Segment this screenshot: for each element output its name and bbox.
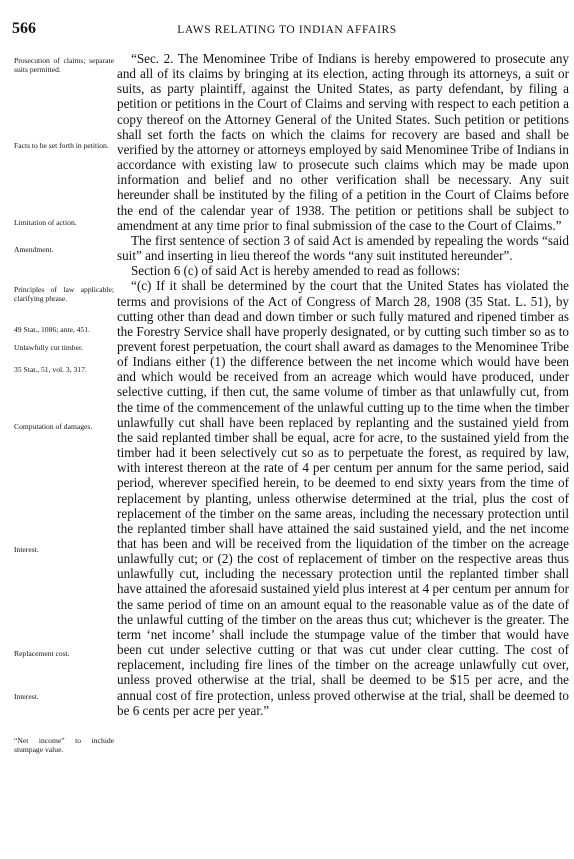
- margin-note: 49 Stat., 1086; ante, 451.: [14, 325, 90, 334]
- margin-note: Limitation of action.: [14, 218, 77, 227]
- margin-notes: [14, 0, 114, 859]
- paragraph-sec-2: “Sec. 2. The Menominee Tribe of Indians is hereby empowered to prosecute any and all of its claims by bringing at its election, acting through its attorneys, a suit or suits, as party plaintiff, against the United States, as party defendant, by filing a petition or petitions in the Court of Claims and serving with respect to each petition a copy thereof on the Attorney General of the United States. Such petition or petitions shall set forth the facts on which the claims for recovery are based and shall be verified by the attorney or attorneys employed by said Menominee Tribe of Indians in accordance with existing law to prosecute such claims which may be made upon information and belief and no other verification shall be necessary. Any suit hereunder shall be instituted by the filing of a petition in the Court of Claims before the end of the calendar year of 1938. The petition or petitions shall be subject to amendment at any time prior to final submission of the case to the Court of Claims.”: [117, 51, 569, 233]
- margin-note: Unlawfully cut timber.: [14, 343, 83, 352]
- paragraph-section-6c: “(c) If it shall be determined by the court that the United States has violated the terms and provisions of the Act of Congress of March 28, 1908 (35 Stat. L. 51), by cutting other than dead and down timber or such fully matured and ripened timber as the Forestry Service shall have properly designated, or by cutting such timber so as to prevent forest perpetuation, the court shall award as damages to the Menominee Tribe of Indians either (1) the difference between the net income which would have been and which would be received from an acreage which would have produced, under selective cutting, if then cut, the same volume of timber as that unlawfully cut, from the time of the commencement of the unlawful cutting up to the time when the timber unlawfully cut shall have been replaced by replanting and the sustained yield from the said replanted timber shall be equal, acre for acre, to the sustained yield from the timber had it been selectively cut so as to perpetuate the forest, as required by law, with interest thereon at the rate of 4 per centum per annum for the same period, said period, wherever specified herein, to be deemed to end sixty years from the time of replacement by planting, unless otherwise determined at the trial, plus the cost of replacement of the timber on the same areas, including the necessary protection until the replanted timber shall have attained the said sustained yield, and the net income that has been and will be received from the liquidation of the timber on the acreage unlawfully cut; or (2) the cost of replacement of timber on the respective areas thus unlawfully cut, including the necessary protection until the replanted timber shall have attained the aforesaid sustained yield plus interest at 4 per centum per annum for the same period of time on an amount equal to the reasonable value as of the date of the unlawful cutting of the timber on the areas thus cut; whichever is the greater. The term ‘net income’ shall include the stumpage value of the timber that would have been cut under selective cutting or that was cut under clear cutting. The cost of replacement, including fire lines of the timber on the acreage unlawfully cut over, unless proved otherwise at the trial, shall be deemed to be $15 per acre, and the annual cost of fire protection, unless proved otherwise at the trial, shall be deemed to be 6 cents per acre per year.”: [117, 278, 569, 718]
- margin-note: 35 Stat., 51, vol. 3, 317.: [14, 365, 87, 374]
- margin-note: Amendment.: [14, 245, 54, 254]
- margin-note: Prosecution of claims; separate suits permitted.: [14, 56, 114, 74]
- paragraph-section-6-intro: Section 6 (c) of said Act is hereby amended to read as follows:: [131, 263, 461, 279]
- margin-note: Interest.: [14, 692, 39, 701]
- paragraph-section-3-amendment: The first sentence of section 3 of said Act is amended by repealing the words “said suit” and inserting in lieu thereof the words “any suit instituted hereunder”.: [117, 232, 569, 264]
- margin-note: Replacement cost.: [14, 649, 70, 658]
- body-text: [117, 51, 569, 718]
- margin-note: Computation of damages.: [14, 422, 93, 431]
- margin-note: Principles of law applicable; clarifying phrase.: [14, 285, 114, 303]
- margin-note: “Net income” to include stumpage value.: [14, 736, 114, 754]
- margin-note: Interest.: [14, 545, 39, 554]
- margin-note: Facts to be set forth in petition.: [14, 141, 109, 150]
- running-head: LAWS RELATING TO INDIAN AFFAIRS: [177, 24, 397, 36]
- page-number: 566: [12, 20, 36, 37]
